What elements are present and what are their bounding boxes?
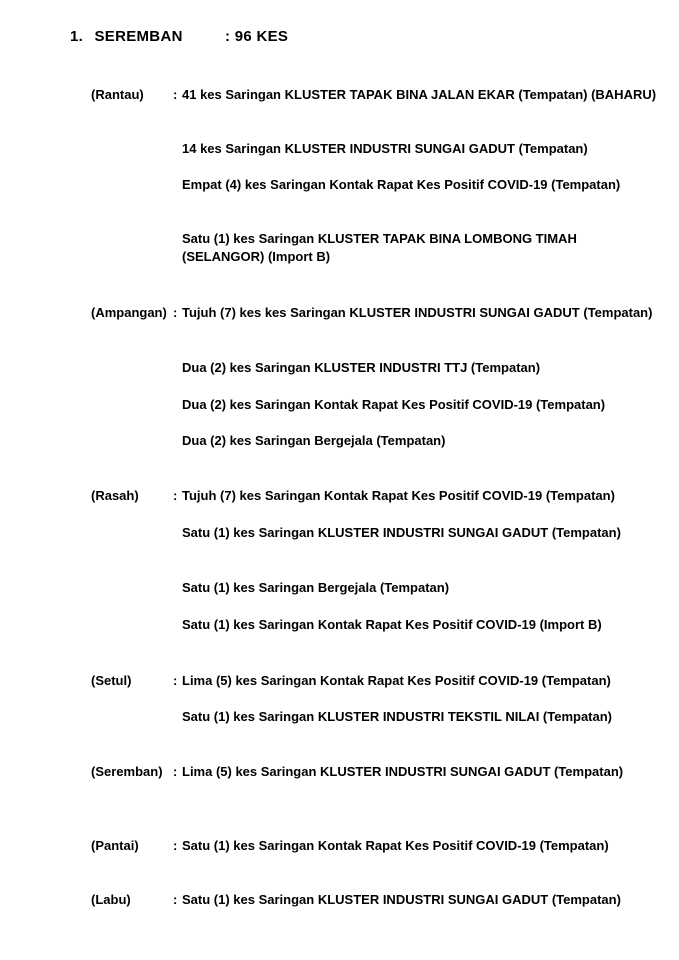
district-heading <box>70 28 288 45</box>
case-entry: Satu (1) kes Saringan KLUSTER INDUSTRI SUNGAI GADUT (Tempatan) <box>182 525 621 540</box>
area-label: (Labu) <box>91 892 131 907</box>
heading-total: : 96 KES <box>224 28 289 45</box>
case-entry: Satu (1) kes Saringan KLUSTER INDUSTRI SUNGAI GADUT (Tempatan) <box>182 892 621 907</box>
case-entry: Satu (1) kes Saringan KLUSTER TAPAK BINA LOMBONG TIMAH (SELANGOR) (Import B) <box>182 231 577 264</box>
case-entry: Satu (1) kes Saringan Kontak Rapat Kes Positif COVID-19 (Tempatan) <box>182 838 609 853</box>
case-entry: Dua (2) kes Saringan Kontak Rapat Kes Positif COVID-19 (Tempatan) <box>182 397 606 412</box>
area-label: (Pantai) <box>91 838 139 853</box>
colon: : <box>173 673 178 688</box>
case-entry: Satu (1) kes Saringan KLUSTER INDUSTRI TEKSTIL NILAI (Tempatan) <box>182 709 613 724</box>
colon: : <box>173 305 178 320</box>
area-label: (Rasah) <box>91 488 139 503</box>
colon: : <box>173 838 178 853</box>
heading-district: SEREMBAN <box>94 28 183 45</box>
case-entry: Dua (2) kes Saringan Bergejala (Tempatan) <box>182 433 446 448</box>
colon: : <box>173 488 178 503</box>
case-entry: Lima (5) kes Saringan Kontak Rapat Kes Positif COVID-19 (Tempatan) <box>182 673 611 688</box>
colon: : <box>173 764 178 779</box>
case-entry: Lima (5) kes Saringan KLUSTER INDUSTRI SUNGAI GADUT (Tempatan) <box>182 764 624 779</box>
area-label: (Ampangan) <box>91 305 167 320</box>
colon: : <box>173 87 178 102</box>
case-entry: Empat (4) kes Saringan Kontak Rapat Kes Positif COVID-19 (Tempatan) <box>182 177 621 192</box>
case-entry: Tujuh (7) kes kes Saringan KLUSTER INDUSTRI SUNGAI GADUT (Tempatan) <box>182 305 653 320</box>
area-label: (Setul) <box>91 673 132 688</box>
case-entry: Satu (1) kes Saringan Bergejala (Tempatan) <box>182 580 450 595</box>
heading-number: 1. <box>70 28 84 45</box>
area-label: (Seremban) <box>91 764 163 779</box>
colon: : <box>173 892 178 907</box>
case-entry: Dua (2) kes Saringan KLUSTER INDUSTRI TTJ (Tempatan) <box>182 360 541 375</box>
case-entry: 14 kes Saringan KLUSTER INDUSTRI SUNGAI GADUT (Tempatan) <box>182 141 588 156</box>
case-entry: 41 kes Saringan KLUSTER TAPAK BINA JALAN EKAR (Tempatan) (BAHARU) <box>182 87 657 102</box>
case-entry: Satu (1) kes Saringan Kontak Rapat Kes Positif COVID-19 (Import B) <box>182 617 602 632</box>
area-label: (Rantau) <box>91 87 144 102</box>
case-entry: Tujuh (7) kes Saringan Kontak Rapat Kes Positif COVID-19 (Tempatan) <box>182 488 615 503</box>
